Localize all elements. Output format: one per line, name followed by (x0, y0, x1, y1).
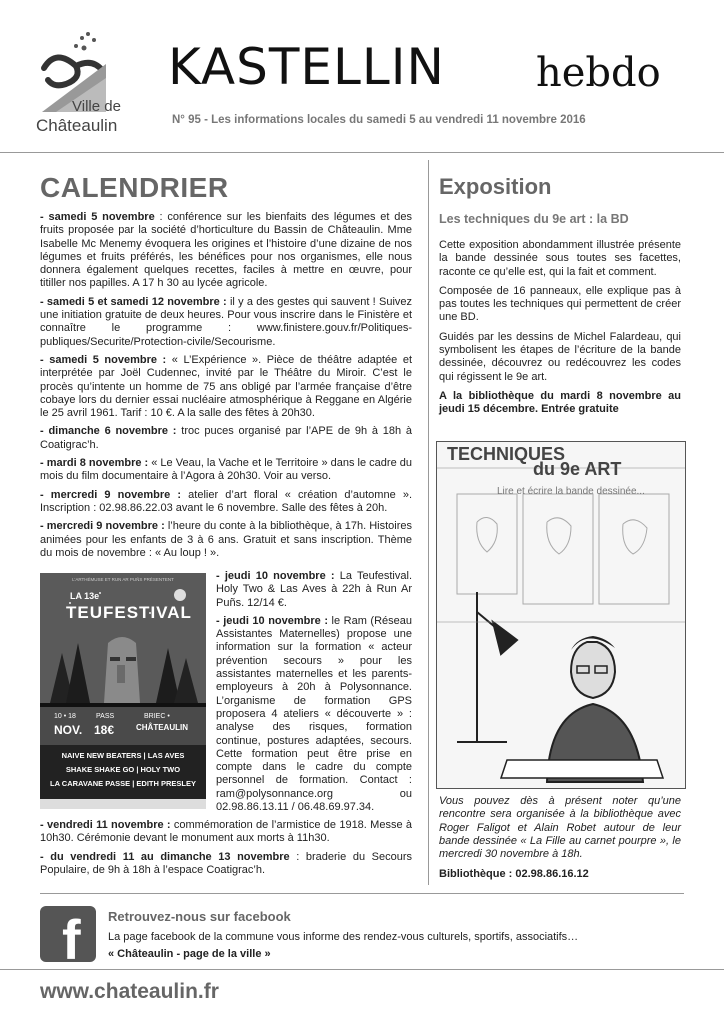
exposition-subtitle: Les techniques du 9e art : la BD (439, 212, 629, 226)
calendar-event (40, 425, 412, 452)
bd-tagline: Lire et écrire la bande dessinée... (497, 486, 645, 497)
event-date: - du vendredi 11 au dimanche 13 novembre (40, 850, 290, 863)
logo-line-2: Châteaulin (36, 116, 118, 135)
lineup-row: NAIVE NEW BEATERS | LAS AVES (61, 751, 185, 760)
event-date: - samedi 5 et samedi 12 novembre : (40, 295, 227, 308)
facebook-letter: f (62, 908, 81, 962)
event-date: - mercredi 9 novembre : (40, 488, 182, 501)
exposition-paragraph: Composée de 16 panneaux, elle explique pas à pas toutes les techniques qui permettent de créer une BD. (439, 284, 681, 324)
facebook-icon (40, 906, 96, 962)
event-date: - samedi 5 novembre : (40, 353, 167, 366)
poster-pass-price: 18€ (94, 723, 115, 737)
event-date: - jeudi 10 novembre : (216, 570, 335, 582)
event-date: - dimanche 6 novembre : (40, 425, 177, 438)
teufestival-poster (40, 573, 206, 809)
poster-place-2: CHÂTEAULIN (136, 723, 188, 732)
footer-divider (0, 969, 724, 970)
calendar-event (40, 457, 412, 484)
facebook-page-link[interactable]: « Châteaulin - page de la ville » (108, 948, 271, 960)
exposition-paragraph: Cette exposition abondamment illustrée présente la bande dessinée sous toutes ses facettes, raconte ce qu’elle est, qui la fait et comment. (439, 239, 681, 278)
masthead-subtitle: hebdo (536, 50, 661, 96)
bd-title-2: du 9e ART (533, 459, 622, 479)
calendar-events (40, 211, 412, 565)
event-text: commémoration de l’armistice de 1918. Messe à 10h30. Cérémonie devant le monument aux morts à 11h30. (40, 819, 412, 845)
event-text: « Le Veau, la Vache et le Territoire » dans le cadre du mois du film documentaire à l’Agora à 20h30. Voir au verso. (40, 457, 412, 483)
exposition-dates: A la bibliothèque du mardi 8 novembre au jeudi 15 décembre. Entrée gratuite (439, 389, 681, 416)
poster-month: NOV. (54, 723, 83, 737)
event-text: : conférence sur les bienfaits des légumes et des fruits proposée par la société d’horticulture du Bassin de Châteaulin. Mme Isabelle Mc Menemy évoquera les origines et l’histoire d’une dizaine de nos légumes et fruits préférés, les bénéfices pour nos organismes, elle nous donnera également quelques recettes, faciles à mettre en œuvre, pour titiller nos papilles. A 17 h 30 au lycée agricole. (40, 211, 412, 290)
calendar-event (40, 520, 412, 560)
exposition-body (439, 239, 681, 423)
masthead-title: KASTELLIN (168, 38, 445, 96)
library-phone: Bibliothèque : 02.98.86.16.12 (439, 868, 589, 880)
event-text: troc puces organisé par l’APE de 9h à 18h à Coatigrac’h. (40, 425, 412, 451)
event-date: - mardi 8 novembre : (40, 457, 149, 470)
calendar-title: CALENDRIER (40, 172, 229, 203)
bd-title-1: TECHNIQUES (447, 444, 566, 464)
calendar-event (40, 851, 412, 878)
facebook-title: Retrouvez-nous sur facebook (108, 909, 291, 924)
poster-pass-label: PASS (96, 713, 115, 720)
calendar-bottom-events (40, 819, 412, 882)
column-divider (428, 160, 429, 885)
poster-edition: LA 13e (70, 591, 100, 601)
calendar-event (216, 615, 412, 814)
event-date: - vendredi 11 novembre : (40, 819, 171, 831)
facebook-text: La page facebook de la commune vous informe des rendez-vous culturels, sportifs, associatifs… (108, 931, 579, 943)
event-text: La Teufestival. Holy Two & Las Aves à 22h à Run Ar Puñs. 12/14 €. (216, 570, 412, 609)
calendar-side-events (216, 570, 412, 819)
calendar-event (40, 296, 412, 349)
poster-top-line: L’ARTHÉMUSE ET RUN AR PUÑS PRÉSENTENT (72, 577, 174, 582)
website-link[interactable]: www.chateaulin.fr (40, 980, 219, 1003)
event-text: le Ram (Réseau Assistantes Maternelles) propose une information sur la formation « acteur prévention secours » pour les assistantes maternelles et les parents-employeurs à 20h à Polysonnance. L’organisme de formation GPS proposera 4 ateliers « découverte » : analyse des risques, formation continue, postures adaptées, secours. Cette formation peut être prise en compte dans le cadre du compte personnel de formation. Contact : ram@polysonnance.org ou 02.98.86.13.11 / 06.48.69.97.34. (216, 614, 412, 814)
facebook-top-divider (40, 893, 684, 894)
calendar-event (40, 819, 412, 846)
event-text: « L’Expérience ». Pièce de théâtre adaptée et interprétée par Joël Cudennec, invité par le Théâtre du Miroir. C’est le procès qu’intente un homme de 75 ans obligé par l’armée française d’être cobaye lors du dernier essai nucléaire atmosphérique à Reggane en Algérie le 25 avril 1961. Tarif : 10 €. A la salle des fêtes à 20h30. (40, 353, 412, 420)
calendar-event (40, 354, 412, 420)
issue-line: N° 95 - Les informations locales du samedi 5 au vendredi 11 novembre 2016 (172, 114, 586, 126)
event-text: : braderie du Secours Populaire, de 9h à 18h à l’espace Coatigrac’h. (40, 850, 412, 876)
poster-place-1: BRIEC • (144, 713, 170, 720)
calendar-event (40, 489, 412, 516)
event-text: il y a des gestes qui sauvent ! Suivez une initiation gratuite de deux heures. Pour vous inscrire dans le Finistère et connaître le programme : www.finistere.gouv.fr/Politiques-publiques/Securite/Protection-civile/Secourisme. (40, 295, 412, 348)
bd-exhibition-illustration (436, 441, 686, 789)
calendar-event (40, 211, 412, 291)
lineup-row: SHAKE SHAKE GO | HOLY TWO (65, 765, 181, 774)
event-date: - jeudi 10 novembre : (216, 614, 328, 627)
exposition-paragraph: Guidés par les dessins de Michel Falardeau, qui symbolisent les étapes de l’écriture de la bande dessinée, découvrez ou redécouvrez les codes qui régissent le 9e art. (439, 330, 681, 383)
poster-dates: 10 • 18 (54, 713, 76, 720)
lineup-row: LA CARAVANE PASSE | EDITH PRESLEY (49, 779, 196, 788)
calendar-event (216, 570, 412, 610)
exposition-title: Exposition (439, 174, 552, 199)
event-text: atelier d’art floral « création d’automne ». Inscription : 02.98.86.22.03 avant le 6 novembre. Salle des fêtes à 20h. (40, 488, 413, 514)
event-date: - samedi 5 novembre (40, 211, 155, 223)
event-text: l’heure du conte à la bibliothèque, à 17h. Histoires animées pour les enfants de 3 à 6 ans. Gratuit et sans inscription. Thème du mois de novembre : « Au loup ! ». (40, 520, 412, 559)
poster-lineup (40, 749, 206, 791)
logo-line-1: Ville de (72, 98, 121, 115)
header-divider (0, 152, 724, 153)
event-date: - mercredi 9 novembre : (40, 520, 165, 533)
poster-festival-name: TEUFESTIVAL (66, 603, 192, 622)
exposition-rdv: Vous pouvez dès à présent noter qu’une rencontre sera organisée à la bibliothèque avec Roger Faligot et Alain Robet autour de leur bande dessinée « La Fille au carnet pourpre », le mercredi 30 novembre à 18h. (439, 795, 681, 861)
